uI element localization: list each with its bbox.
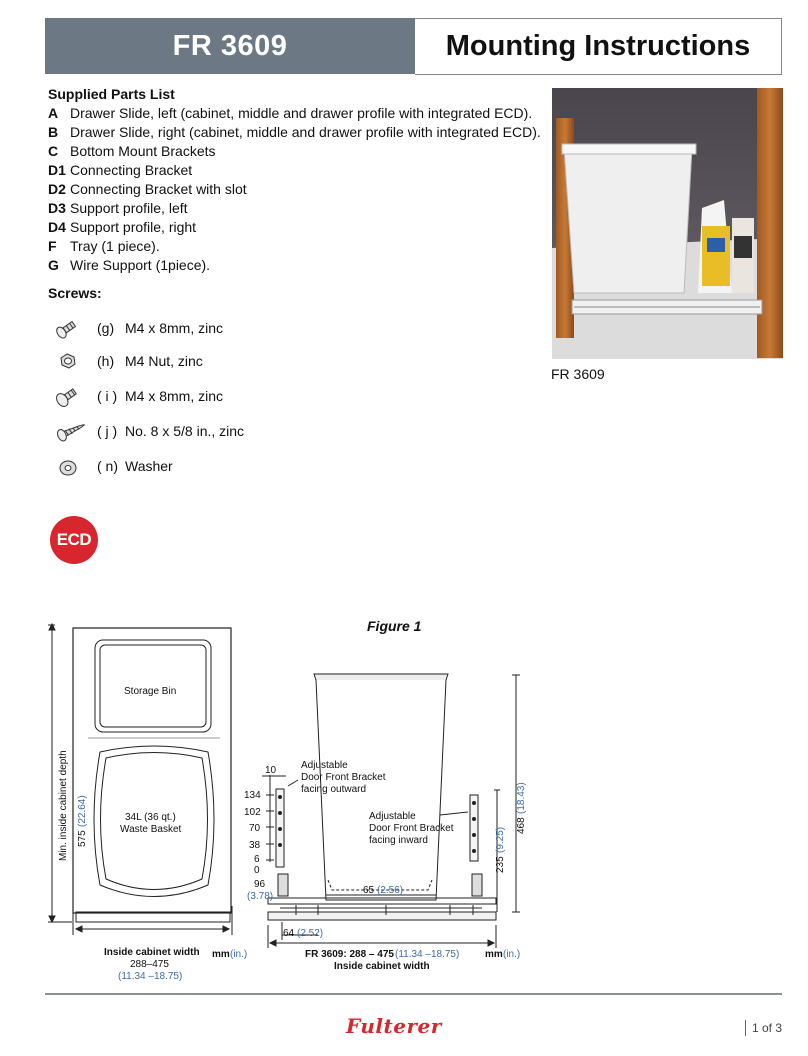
- wood-screw-icon: [55, 419, 89, 443]
- part-code: A: [48, 105, 59, 121]
- left-units-mm: mm: [212, 949, 230, 960]
- product-photo: [552, 88, 783, 359]
- screw-row-g: [55, 316, 375, 340]
- screw-desc: No. 8 x 5/8 in., zinc: [125, 423, 245, 439]
- model-number: FR 3609: [172, 29, 288, 62]
- screws-title: Screws:: [48, 285, 102, 301]
- parts-list-title: Supplied Parts List: [48, 86, 175, 102]
- part-description: Drawer Slide, right (cabinet, middle and drawer profile with integrated ECD).: [70, 124, 541, 140]
- brand-logo: Fulterer: [346, 1014, 442, 1038]
- parts-list: [48, 104, 541, 275]
- screw-code: (g): [97, 320, 115, 336]
- right-width-label: FR 3609: 288 – 475: [305, 949, 394, 960]
- basket-label: Waste Basket: [120, 824, 182, 835]
- tick-102: 102: [244, 807, 261, 818]
- footer-divider: [45, 993, 782, 995]
- screw-code: ( j ): [97, 423, 118, 439]
- title-header: [415, 18, 782, 75]
- parts-list-item: [48, 256, 541, 275]
- model-header: [45, 18, 415, 74]
- screw-row-h: [55, 349, 375, 373]
- right-width-caption: Inside cabinet width: [334, 961, 430, 972]
- bracket-in-1: Adjustable: [369, 811, 416, 822]
- part-code: F: [48, 238, 57, 254]
- screw-code: ( n): [97, 458, 118, 474]
- screw-code: (h): [97, 353, 115, 369]
- screw-desc: M4 Nut, zinc: [125, 353, 203, 369]
- bracket-in-2: Door Front Bracket: [369, 823, 454, 834]
- screw-desc: M4 x 8mm, zinc: [125, 320, 224, 336]
- part-description: Connecting Bracket: [70, 162, 193, 178]
- ecd-badge: ECD: [50, 516, 98, 564]
- part-code: G: [48, 257, 59, 273]
- dim-65: 65: [363, 885, 375, 896]
- parts-list-item: [48, 180, 541, 199]
- tick-134: 134: [244, 790, 261, 801]
- dim-65-in: (2.56): [377, 885, 404, 896]
- dim-96: 96: [254, 879, 266, 890]
- bracket-out-1: Adjustable: [301, 760, 348, 771]
- nut-icon: [55, 349, 81, 373]
- left-width-mm: 288–475: [130, 959, 169, 970]
- bracket-in-3: facing inward: [369, 835, 428, 846]
- dim-468-in: (18.43): [516, 782, 527, 814]
- part-description: Wire Support (1piece).: [70, 257, 211, 273]
- parts-list-item: [48, 161, 541, 180]
- part-code: D4: [48, 219, 66, 235]
- part-code: D2: [48, 181, 66, 197]
- flange-screw-icon: [55, 384, 81, 408]
- part-description: Drawer Slide, left (cabinet, middle and drawer profile with integrated ECD).: [70, 105, 533, 121]
- depth-mm: 575: [77, 830, 88, 847]
- part-code: D3: [48, 200, 66, 216]
- tick-38: 38: [249, 840, 261, 851]
- part-code: B: [48, 124, 59, 140]
- page-number: 1 of 3: [745, 1020, 782, 1036]
- figure-title: Figure 1: [367, 618, 422, 634]
- part-description: Bottom Mount Brackets: [70, 143, 216, 159]
- depth-in: (22.64): [77, 795, 88, 827]
- right-units-in: (in.): [503, 949, 521, 960]
- photo-caption: FR 3609: [551, 366, 605, 382]
- part-description: Tray (1 piece).: [70, 238, 160, 254]
- dim-10: 10: [265, 765, 277, 776]
- part-code: C: [48, 143, 59, 159]
- washer-icon: [55, 454, 81, 478]
- bracket-out-2: Door Front Bracket: [301, 772, 386, 783]
- dim-468: 468: [516, 817, 527, 834]
- dim-64-in: (2.52): [297, 928, 324, 939]
- parts-list-item: [48, 123, 541, 142]
- tick-6: 6: [254, 854, 260, 865]
- figure-1: [40, 615, 527, 990]
- dim-235-in: (9.25): [495, 826, 506, 853]
- tick-0: 0: [254, 865, 260, 876]
- page-title: Mounting Instructions: [445, 30, 751, 62]
- part-description: Support profile, right: [70, 219, 197, 235]
- screw-row-i: [55, 384, 375, 408]
- pan-head-screw-icon: [55, 316, 81, 340]
- screw-desc: M4 x 8mm, zinc: [125, 388, 224, 404]
- parts-list-item: [48, 104, 541, 123]
- storage-bin-label: Storage Bin: [124, 686, 177, 697]
- parts-list-item: [48, 199, 541, 218]
- bracket-out-3: facing outward: [301, 784, 367, 795]
- tick-70: 70: [249, 823, 261, 834]
- dim-64: 64: [283, 928, 295, 939]
- screw-row-j: [55, 419, 375, 443]
- dim-96-in: (3.78): [247, 891, 274, 902]
- screw-desc: Washer: [125, 458, 173, 474]
- dim-235: 235: [495, 856, 506, 873]
- part-description: Support profile, left: [70, 200, 188, 216]
- parts-list-item: [48, 142, 541, 161]
- part-description: Connecting Bracket with slot: [70, 181, 247, 197]
- left-width-label: Inside cabinet width: [104, 947, 200, 958]
- left-units-in: (in.): [230, 949, 248, 960]
- right-width-in: (11.34 –18.75): [395, 949, 460, 960]
- depth-label: Min. inside cabinet depth: [58, 750, 69, 861]
- screw-row-n: [55, 454, 375, 478]
- right-units-mm: mm: [485, 949, 503, 960]
- part-code: D1: [48, 162, 66, 178]
- left-width-in: (11.34 –18.75): [118, 971, 183, 982]
- screw-code: ( i ): [97, 388, 118, 404]
- basket-capacity-label: 34L (36 qt.): [125, 812, 176, 823]
- parts-list-item: [48, 218, 541, 237]
- parts-list-item: [48, 237, 541, 256]
